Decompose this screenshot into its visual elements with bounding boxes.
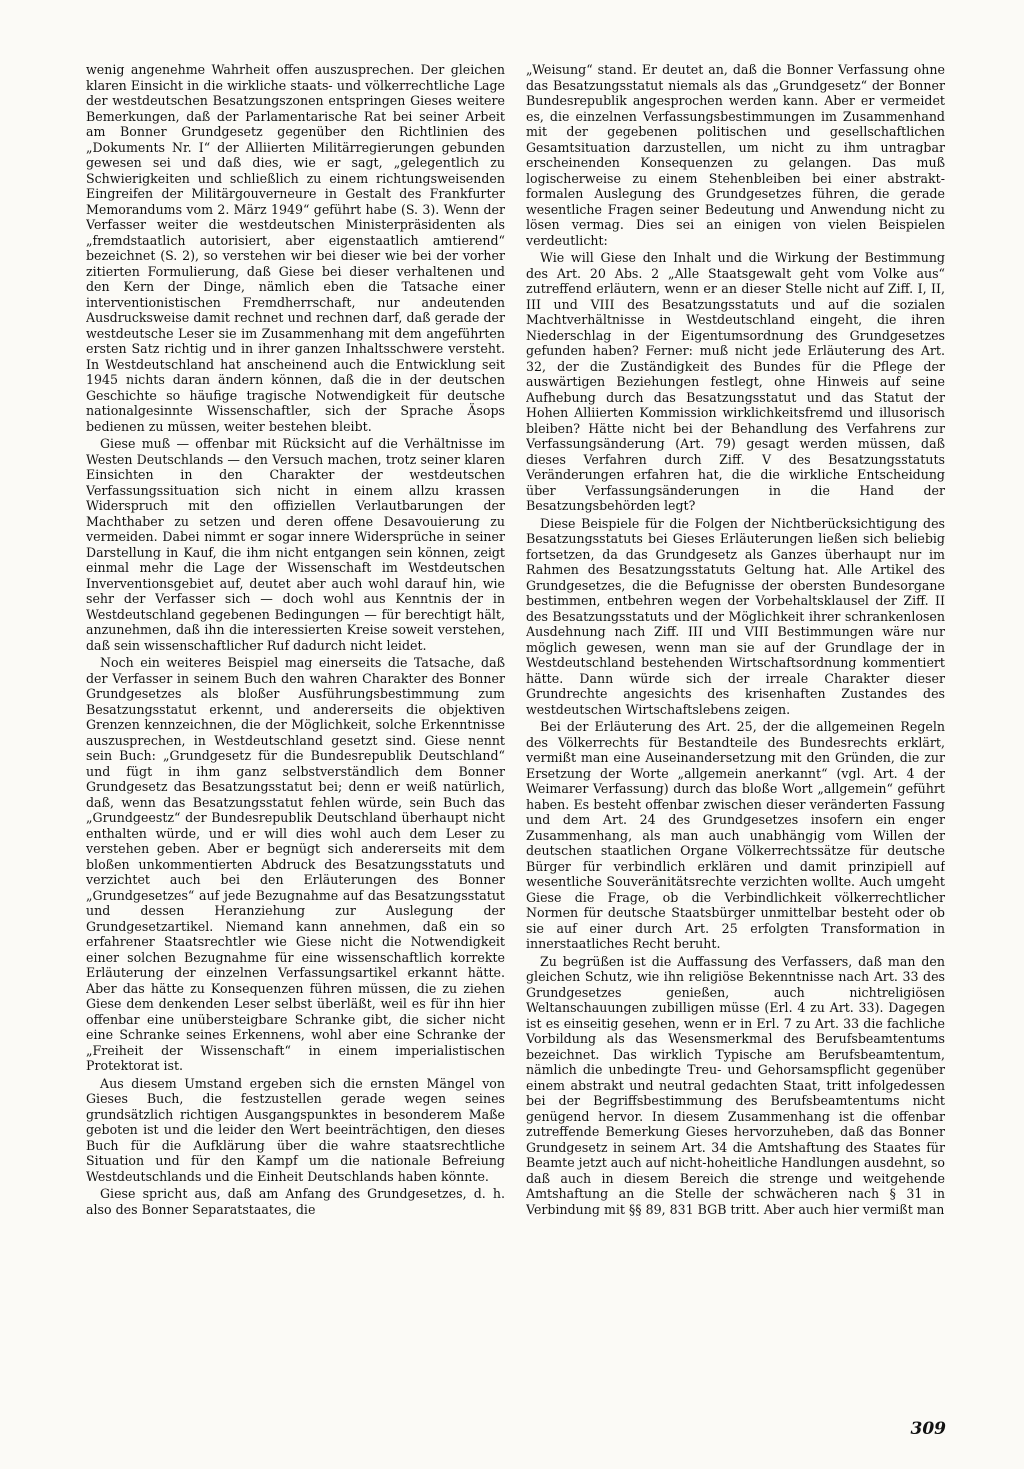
document-page xyxy=(86,62,944,1432)
paragraph: Wie will Giese den Inhalt und die Wirkung der Bestimmung des Art. 20 Abs. 2 „Alle Staatsgewalt geht vom Volke aus“ zutreffend erläutern, wenn er an dieser Stelle nicht auf Ziff. I, II, III und VIII des Besatzungsstatuts und auf die sozialen Machtverhältnisse in Westdeutschland eingeht, die ihren Niederschlag in der Eigentumsordnung des Grundgesetzes gefunden haben? Ferner: muß nicht jede Erläuterung des Art. 32, der die Zuständigkeit des Bundes für die Pflege der auswärtigen Beziehungen festlegt, ohne Hinweis auf seine Aufhebung durch das Besatzungsstatut und das Statut der Hohen Alliierten Kommission wirklichkeitsfremd und illusorisch bleiben? Hätte nicht bei der Behandlung des Verfahrens zur Verfassungsänderung (Art. 79) gesagt werden müssen, daß dieses Verfahren durch Ziff. V des Besatzungsstatuts Veränderungen erfahren hat, die die wirkliche Entscheidung über Verfassungsänderungen in die Hand der Besatzungsbehörden legt? xyxy=(526,250,945,513)
page-number: 309 xyxy=(910,1419,946,1439)
paragraph: Bei der Erläuterung des Art. 25, der die allgemeinen Regeln des Völkerrechts für Bestandteile des Bundesrechts erklärt, vermißt man eine Auseinandersetzung mit den Gründen, die zur Ersetzung der Worte „allgemein anerkannt“ (vgl. Art. 4 der Weimarer Verfassung) durch das bloße Wort „allgemein“ geführt haben. Es besteht offenbar zwischen dieser veränderten Fassung und dem Art. 24 des Grundgesetzes insofern ein enger Zusammenhang, als man auch unabhängig vom Willen der deutschen staatlichen Organe Völkerrechtssätze für deutsche Bürger für verbindlich erklären und damit prinzipiell auf wesentliche Souveränitätsrechte verzichten wollte. Auch umgeht Giese die Frage, ob die Verbindlichkeit völkerrechtlicher Normen für deutsche Staatsbürger unmittelbar besteht oder ob sie auf einer durch Art. 25 erfolgten Transformation in innerstaatliches Recht beruht. xyxy=(526,719,945,951)
paragraph: wenig angenehme Wahrheit offen auszusprechen. Der gleichen klaren Einsicht in die wirkliche staats- und völkerrechtliche Lage der westdeutschen Besatzungszonen entspringen Gieses weitere Bemerkungen, daß der Parlamentarische Rat bei seiner Arbeit am Bonner Grundgesetz gegenüber den Richtlinien des „Dokuments Nr. I“ der Alliierten Militärregierungen gebunden gewesen sei und daß dies, wie er sagt, „gelegentlich zu Schwierigkeiten und schließlich zu einem richtungsweisenden Eingreifen der Militärgouverneure in Gestalt des Frankfurter Memorandums vom 2. März 1949“ geführt habe (S. 3). Wenn der Verfasser weiter die westdeutschen Ministerpräsidenten als „fremdstaatlich autorisiert, aber eigenstaatlich amtierend“ bezeichnet (S. 2), so verstehen wir bei dieser wie bei der vorher zitierten Formulierung, daß Giese bei dieser verhaltenen und den Kern der Dinge, nämlich eben die Tatsache einer interventionistischen Fremdherrschaft, nur andeutenden Ausdrucksweise damit rechnet und rechnen darf, daß gerade der westdeutsche Leser sie im Zusammenhang mit dem angeführten ersten Satz richtig und in ihrer ganzen Inhaltsschwere versteht. In Westdeutschland hat anscheinend auch die Entwicklung seit 1945 nichts daran ändern können, daß die in der deutschen Geschichte so häufige tragische Notwendigkeit für deutsche nationalgesinnte Wissenschaftler, sich der Sprache Äsops bedienen zu müssen, weiter bestehen bleibt. xyxy=(86,62,505,434)
paragraph: „Weisung“ stand. Er deutet an, daß die Bonner Verfassung ohne das Besatzungsstatut niemals als das „Grundgesetz“ der Bonner Bundesrepublik angesprochen werden kann. Aber er vermeidet es, die einzelnen Verfassungsbestimmungen im Zusammenhand mit der gegebenen politischen und gesellschaftlichen Gesamtsituation darzustellen, um nicht zu ihm untragbar erscheinenden Konsequenzen zu gelangen. Das muß logischerweise zu einem Stehenbleiben bei einer abstrakt-formalen Auslegung des Grundgesetzes führen, die gerade wesentliche Fragen seiner Bedeutung und Anwendung nicht zu lösen vermag. Dies sei an einigen von vielen Beispielen verdeutlicht: xyxy=(526,62,945,248)
text-column-left xyxy=(86,62,505,1402)
text-column-right xyxy=(526,62,945,1402)
paragraph: Giese spricht aus, daß am Anfang des Grundgesetzes, d. h. also des Bonner Separatstaates, die xyxy=(86,1186,505,1217)
paragraph: Diese Beispiele für die Folgen der Nichtberücksichtigung des Besatzungsstatuts bei Gieses Erläuterungen ließen sich beliebig fortsetzen, da das Grundgesetz als Ganzes überhaupt nur im Rahmen des Besatzungsstatuts Geltung hat. Alle Artikel des Grundgesetzes, die die Befugnisse der obersten Bundesorgane bestimmen, entbehren wegen der Vorbehaltsklausel der Ziff. II des Besatzungsstatuts und der Möglichkeit ihrer schrankenlosen Ausdehnung nach Ziff. III und VIII Bestimmungen wäre nur möglich gewesen, wenn man sie auf der Grundlage der in Westdeutschland bestehenden Wirtschaftsordnung kommentiert hätte. Dann würde sich der irreale Charakter dieser Grundrechte angesichts des krisenhaften Zustandes des westdeutschen Wirtschaftslebens zeigen. xyxy=(526,515,945,717)
paragraph: Zu begrüßen ist die Auffassung des Verfassers, daß man den gleichen Schutz, wie ihn religiöse Bekenntnisse nach Art. 33 des Grundgesetzes genießen, auch nichtreligiösen Weltanschauungen zubilligen müsse (Erl. 4 zu Art. 33). Dagegen ist es einseitig gesehen, wenn er in Erl. 7 zu Art. 33 die fachliche Vorbildung als das Wesensmerkmal des Berufsbeamtentums bezeichnet. Das wirklich Typische am Berufsbeamtentum, nämlich die unbedingte Treu- und Gehorsamspflicht gegenüber einem abstrakt und neutral gedachten Staat, tritt infolgedessen bei der Begriffsbestimmung des Berufsbeamtentums nicht genügend hervor. In diesem Zusammenhang ist die offenbar zutreffende Bemerkung Gieses hervorzuheben, daß das Bonner Grundgesetz in seinem Art. 34 die Amtshaftung des Staates für Beamte jetzt auch auf nicht-hoheitliche Handlungen ausdehnt, so daß auch in diesem Bereich die strenge und weitgehende Amtshaftung an die Stelle der schwächeren nach § 31 in Verbindung mit §§ 89, 831 BGB tritt. Aber auch hier vermißt man xyxy=(526,953,945,1217)
paragraph: Giese muß — offenbar mit Rücksicht auf die Verhältnisse im Westen Deutschlands — den Versuch machen, trotz seiner klaren Einsichten in den Charakter der westdeutschen Verfassungssituation sich nicht in einem allzu krassen Widerspruch mit den offiziellen Verlautbarungen der Machthaber zu setzen und deren offene Desavouierung zu vermeiden. Dabei nimmt er sogar innere Widersprüche in seiner Darstellung in Kauf, die ihm nicht entgangen sein können, zeigt einmal mehr die Lage der Wissenschaft im Westdeutschen Inverventionsgebiet auf, deutet aber auch wohl darauf hin, wie sehr der Verfasser sich — doch wohl aus Kenntnis der in Westdeutschland gegebenen Bedingungen — für berechtigt hält, anzunehmen, daß ihn die interessierten Kreise soweit verstehen, daß sein wissenschaftlicher Ruf dadurch nicht leidet. xyxy=(86,436,505,653)
paragraph: Noch ein weiteres Beispiel mag einerseits die Tatsache, daß der Verfasser in seinem Buch den wahren Charakter des Bonner Grundgesetzes als bloßer Ausführungsbestimmung zum Besatzungsstatut erkennt, und andererseits die objektiven Grenzen kennzeichnen, die der Möglichkeit, solche Erkenntnisse auszusprechen, in Westdeutschland gesetzt sind. Giese nennt sein Buch: „Grundgesetz für die Bundesrepublik Deutschland“ und fügt in ihm ganz selbstverständlich dem Bonner Grundgesetz das Besatzungsstatut bei; denn er weiß natürlich, daß, wenn das Besatzungsstatut fehlen würde, sein Buch das „Grundgeestz“ der Bundesrepublik Deutschland überhaupt nicht enthalten würde, und er will dies wohl auch dem Leser zu verstehen geben. Aber er begnügt sich andererseits mit dem bloßen unkommentierten Abdruck des Besatzungsstatuts und verzichtet auch bei den Erläuterungen des Bonner „Grundgesetzes“ auf jede Bezugnahme auf das Besatzungsstatut und dessen Heranziehung zur Auslegung der Grundgesetzartikel. Niemand kann annehmen, daß ein so erfahrener Staatsrechtler wie Giese nicht die Notwendigkeit einer solchen Bezugnahme für eine wissenschaftlich korrekte Erläuterung der einzelnen Verfassungsartikel erkannt hätte. Aber das hätte zu Konsequenzen führen müssen, die zu ziehen Giese dem denkenden Leser selbst überläßt, weil es für ihn hier offenbar eine unübersteigbare Schranke gibt, die sicher nicht eine Schranke seines Erkennens, wohl aber eine Schranke der „Freiheit der Wissenschaft“ in einem imperialistischen Protektorat ist. xyxy=(86,655,505,1073)
paragraph: Aus diesem Umstand ergeben sich die ernsten Mängel von Gieses Buch, die festzustellen gerade wegen seines grundsätzlich richtigen Ausgangspunktes in besonderem Maße geboten ist und die leider den Wert beeinträchtigen, den dieses Buch für die Aufklärung über die wahre staatsrechtliche Situation und für den Kampf um die nationale Befreiung Westdeutschlands und die Einheit Deutschlands haben könnte. xyxy=(86,1075,505,1184)
